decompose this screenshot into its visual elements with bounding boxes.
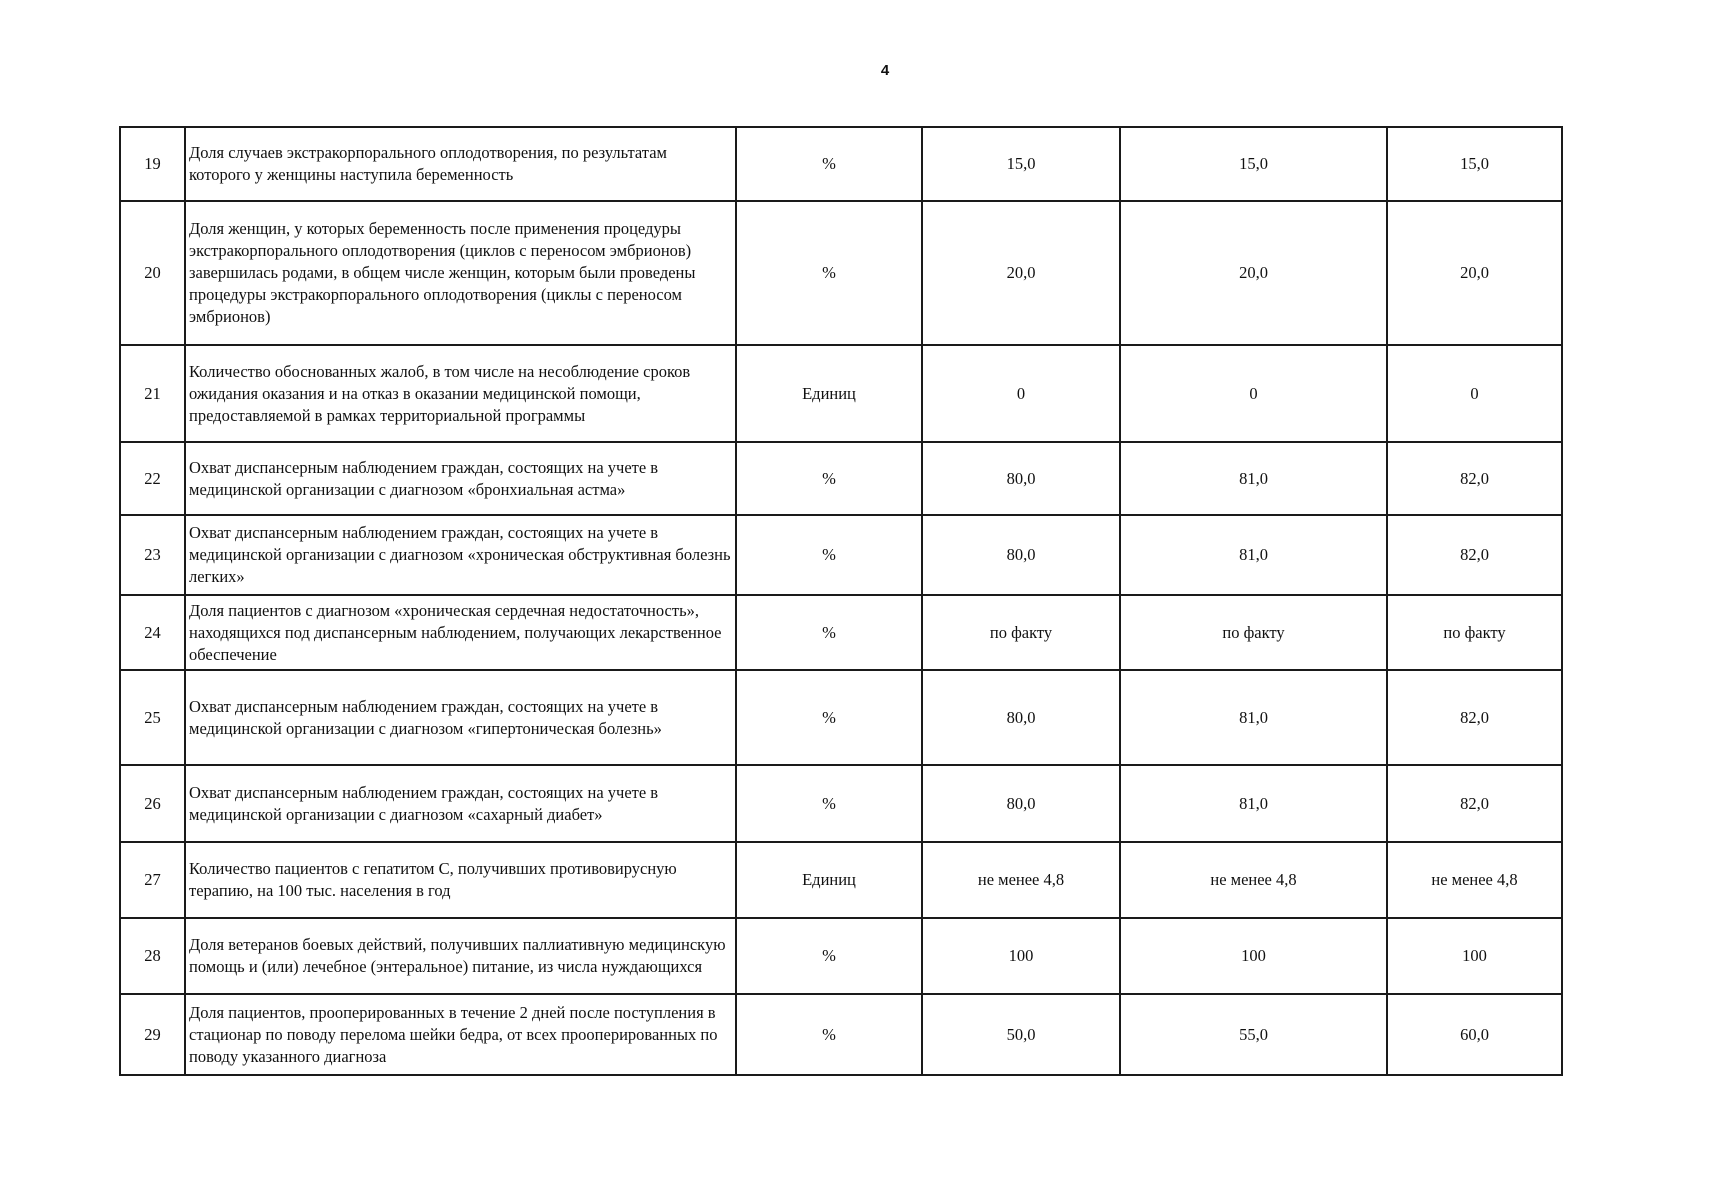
table-row (120, 765, 1562, 842)
table-row (120, 994, 1562, 1075)
value-year-3: 60,0 (1387, 994, 1562, 1075)
value-year-3: 82,0 (1387, 765, 1562, 842)
unit-cell: % (736, 670, 922, 765)
row-number: 19 (120, 127, 185, 201)
unit-cell: % (736, 201, 922, 345)
indicator-description: Количество обоснованных жалоб, в том числе на несоблюдение сроков ожидания оказания и на отказ в оказании медицинской помощи, предоставляемой в рамках территориальной программы (185, 345, 736, 442)
row-number: 25 (120, 670, 185, 765)
value-year-2: не менее 4,8 (1120, 842, 1387, 918)
table-row (120, 127, 1562, 201)
value-year-2: 55,0 (1120, 994, 1387, 1075)
indicator-description: Охват диспансерным наблюдением граждан, состоящих на учете в медицинской организации с диагнозом «гипертоническая болезнь» (185, 670, 736, 765)
row-number: 27 (120, 842, 185, 918)
row-number: 21 (120, 345, 185, 442)
indicators-table (119, 126, 1563, 1076)
value-year-2: 81,0 (1120, 515, 1387, 595)
value-year-3: 0 (1387, 345, 1562, 442)
value-year-1: 0 (922, 345, 1120, 442)
value-year-1: по факту (922, 595, 1120, 670)
table-row (120, 442, 1562, 515)
value-year-3: по факту (1387, 595, 1562, 670)
unit-cell: Единиц (736, 345, 922, 442)
value-year-2: 20,0 (1120, 201, 1387, 345)
value-year-3: 82,0 (1387, 442, 1562, 515)
unit-cell: % (736, 127, 922, 201)
value-year-3: 100 (1387, 918, 1562, 994)
value-year-2: 15,0 (1120, 127, 1387, 201)
unit-cell: % (736, 994, 922, 1075)
indicator-description: Доля случаев экстракорпорального оплодотворения, по результатам которого у женщины наступила беременность (185, 127, 736, 201)
value-year-2: 100 (1120, 918, 1387, 994)
value-year-3: не менее 4,8 (1387, 842, 1562, 918)
unit-cell: Единиц (736, 842, 922, 918)
value-year-2: 0 (1120, 345, 1387, 442)
indicator-description: Охват диспансерным наблюдением граждан, состоящих на учете в медицинской организации с диагнозом «бронхиальная астма» (185, 442, 736, 515)
value-year-1: 50,0 (922, 994, 1120, 1075)
value-year-2: по факту (1120, 595, 1387, 670)
row-number: 20 (120, 201, 185, 345)
table-row (120, 345, 1562, 442)
row-number: 28 (120, 918, 185, 994)
value-year-1: 80,0 (922, 670, 1120, 765)
value-year-3: 15,0 (1387, 127, 1562, 201)
row-number: 23 (120, 515, 185, 595)
unit-cell: % (736, 765, 922, 842)
value-year-1: 80,0 (922, 442, 1120, 515)
unit-cell: % (736, 918, 922, 994)
table-row (120, 842, 1562, 918)
value-year-3: 82,0 (1387, 670, 1562, 765)
indicator-description: Охват диспансерным наблюдением граждан, состоящих на учете в медицинской организации с диагнозом «хроническая обструктивная болезнь легких» (185, 515, 736, 595)
row-number: 26 (120, 765, 185, 842)
table-row (120, 515, 1562, 595)
row-number: 22 (120, 442, 185, 515)
value-year-1: 20,0 (922, 201, 1120, 345)
table-row (120, 918, 1562, 994)
indicator-description: Доля ветеранов боевых действий, получивших паллиативную медицинскую помощь и (или) лечебное (энтеральное) питание, из числа нуждающихся (185, 918, 736, 994)
indicator-description: Количество пациентов с гепатитом С, получивших противовирусную терапию, на 100 тыс. населения в год (185, 842, 736, 918)
table-row (120, 595, 1562, 670)
table-row (120, 670, 1562, 765)
value-year-3: 82,0 (1387, 515, 1562, 595)
indicator-description: Охват диспансерным наблюдением граждан, состоящих на учете в медицинской организации с диагнозом «сахарный диабет» (185, 765, 736, 842)
unit-cell: % (736, 515, 922, 595)
value-year-2: 81,0 (1120, 670, 1387, 765)
unit-cell: % (736, 595, 922, 670)
page-number: 4 (880, 62, 890, 79)
value-year-2: 81,0 (1120, 442, 1387, 515)
indicator-description: Доля пациентов, прооперированных в течение 2 дней после поступления в стационар по поводу перелома шейки бедра, от всех прооперированных по поводу указанного диагноза (185, 994, 736, 1075)
unit-cell: % (736, 442, 922, 515)
row-number: 24 (120, 595, 185, 670)
value-year-3: 20,0 (1387, 201, 1562, 345)
indicator-description: Доля пациентов с диагнозом «хроническая сердечная недостаточность», находящихся под диспансерным наблюдением, получающих лекарственное обеспечение (185, 595, 736, 670)
row-number: 29 (120, 994, 185, 1075)
value-year-1: 80,0 (922, 765, 1120, 842)
value-year-1: 15,0 (922, 127, 1120, 201)
value-year-1: 100 (922, 918, 1120, 994)
value-year-1: 80,0 (922, 515, 1120, 595)
value-year-1: не менее 4,8 (922, 842, 1120, 918)
value-year-2: 81,0 (1120, 765, 1387, 842)
indicator-description: Доля женщин, у которых беременность после применения процедуры экстракорпорального оплодотворения (циклов с переносом эмбрионов) завершилась родами, в общем числе женщин, которым были проведены процедуры экстракорпорального оплодотворения (циклы с переносом эмбрионов) (185, 201, 736, 345)
table-row (120, 201, 1562, 345)
